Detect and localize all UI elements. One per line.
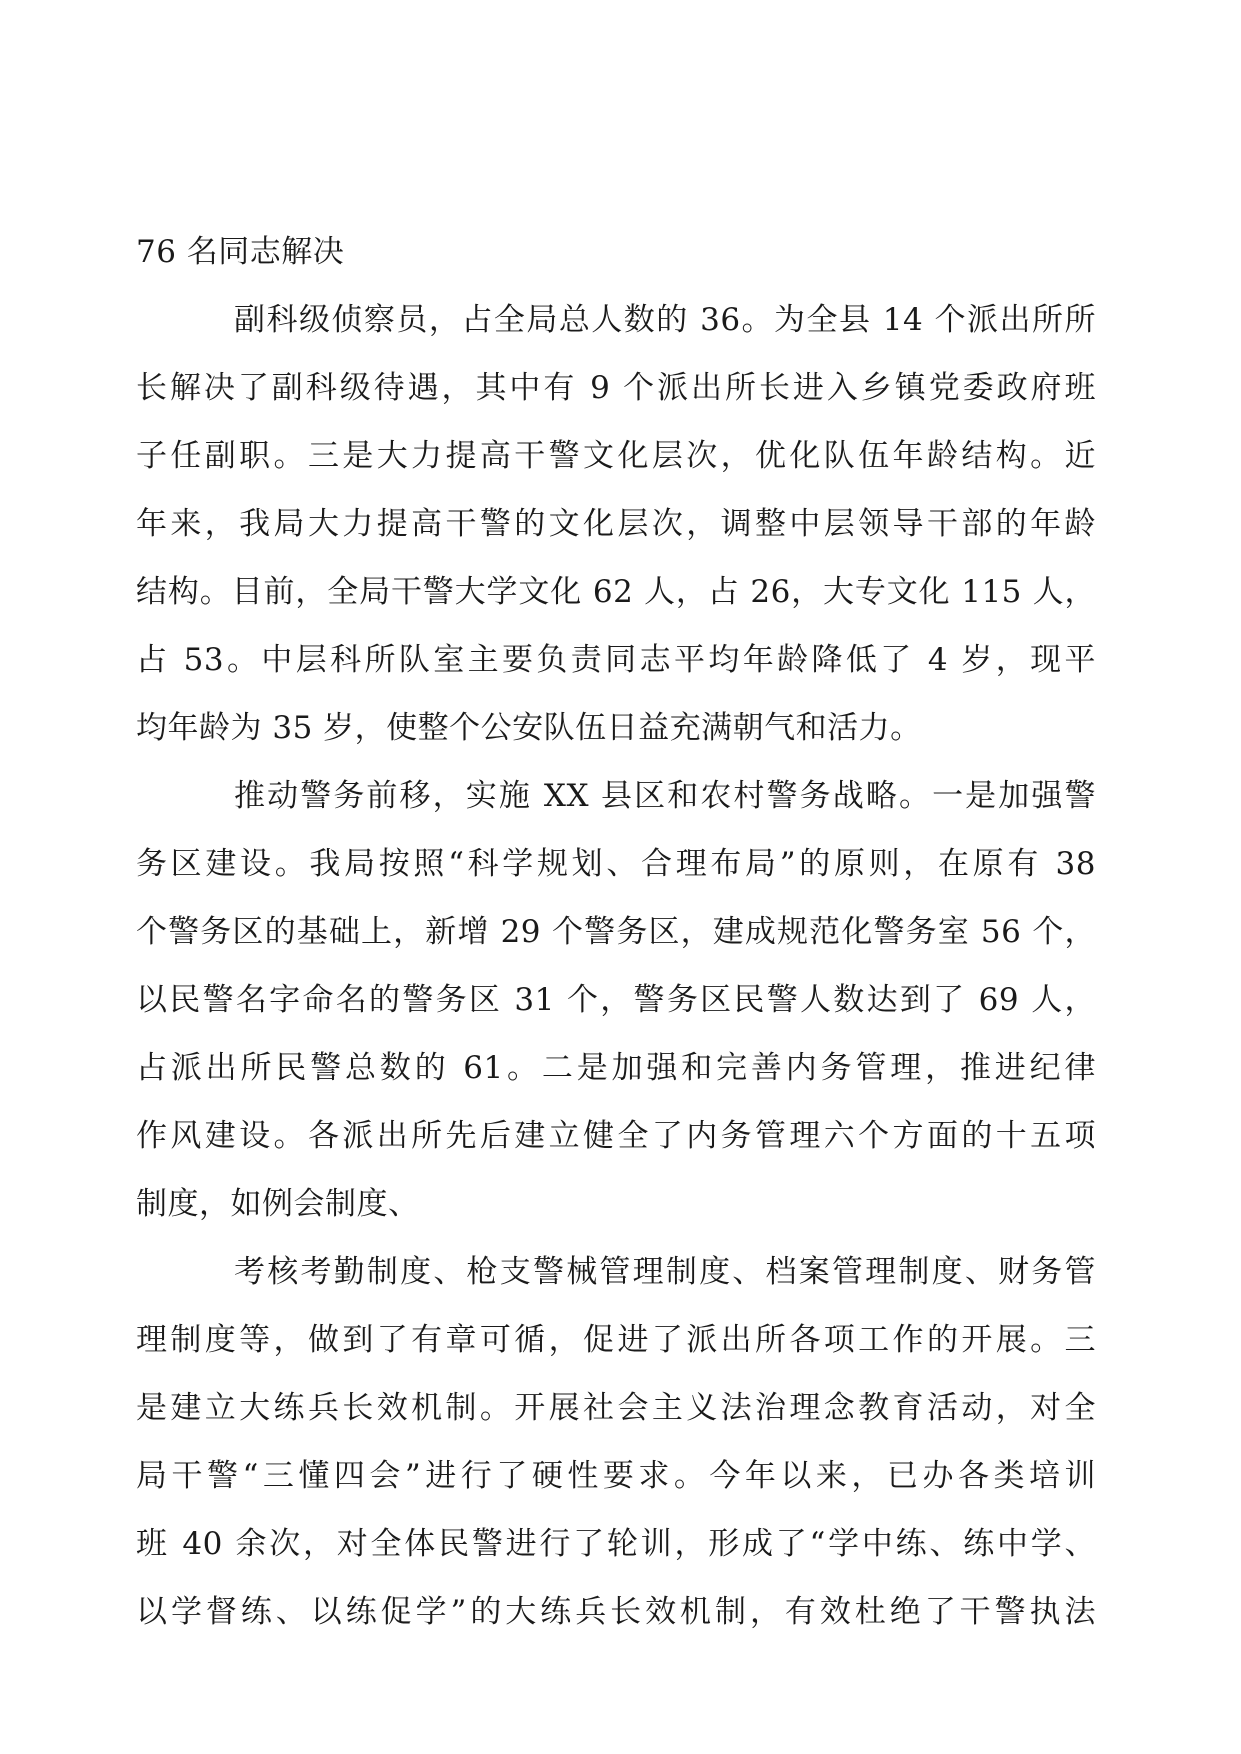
text-line: 76 名同志解决 [136,234,345,270]
paragraph-start-line: 副科级侦察员，占全局总人数的 36。为全县 14 个派出所所 [234,302,1096,338]
paragraph-start-line: 推动警务前移，实施 XX 县区和农村警务战略。一是加强警 [234,778,1096,814]
text-line: 子任副职。三是大力提高干警文化层次，优化队伍年龄结构。近 [136,438,1096,474]
paragraph-start-line: 考核考勤制度、枪支警械管理制度、档案管理制度、财务管 [234,1254,1096,1290]
text-line: 局干警“三懂四会”进行了硬性要求。今年以来，已办各类培训 [136,1458,1096,1494]
text-line: 是建立大练兵长效机制。开展社会主义法治理念教育活动，对全 [136,1390,1096,1426]
text-line: 以民警名字命名的警务区 31 个，警务区民警人数达到了 69 人， [136,982,1096,1018]
text-line: 个警务区的基础上，新增 29 个警务区，建成规范化警务室 56 个， [136,914,1096,950]
text-line: 以学督练、以练促学”的大练兵长效机制，有效杜绝了干警执法 [136,1594,1096,1630]
text-line: 班 40 余次，对全体民警进行了轮训，形成了“学中练、练中学、 [136,1526,1096,1562]
text-line: 长解决了副科级待遇，其中有 9 个派出所长进入乡镇党委政府班 [136,370,1096,406]
text-line: 占派出所民警总数的 61。二是加强和完善内务管理，推进纪律 [136,1050,1096,1086]
text-line: 占 53。中层科所队室主要负责同志平均年龄降低了 4 岁，现平 [136,642,1096,678]
text-line: 作风建设。各派出所先后建立健全了内务管理六个方面的十五项 [136,1118,1096,1154]
text-line: 均年龄为 35 岁，使整个公安队伍日益充满朝气和活力。 [136,710,922,746]
text-line: 理制度等，做到了有章可循，促进了派出所各项工作的开展。三 [136,1322,1096,1358]
text-line: 年来，我局大力提高干警的文化层次，调整中层领导干部的年龄 [136,506,1096,542]
text-line: 务区建设。我局按照“科学规划、合理布局”的原则，在原有 38 [136,846,1096,882]
text-line: 制度，如例会制度、 [136,1186,420,1222]
text-line: 结构。目前，全局干警大学文化 62 人，占 26，大专文化 115 人， [136,574,1096,610]
